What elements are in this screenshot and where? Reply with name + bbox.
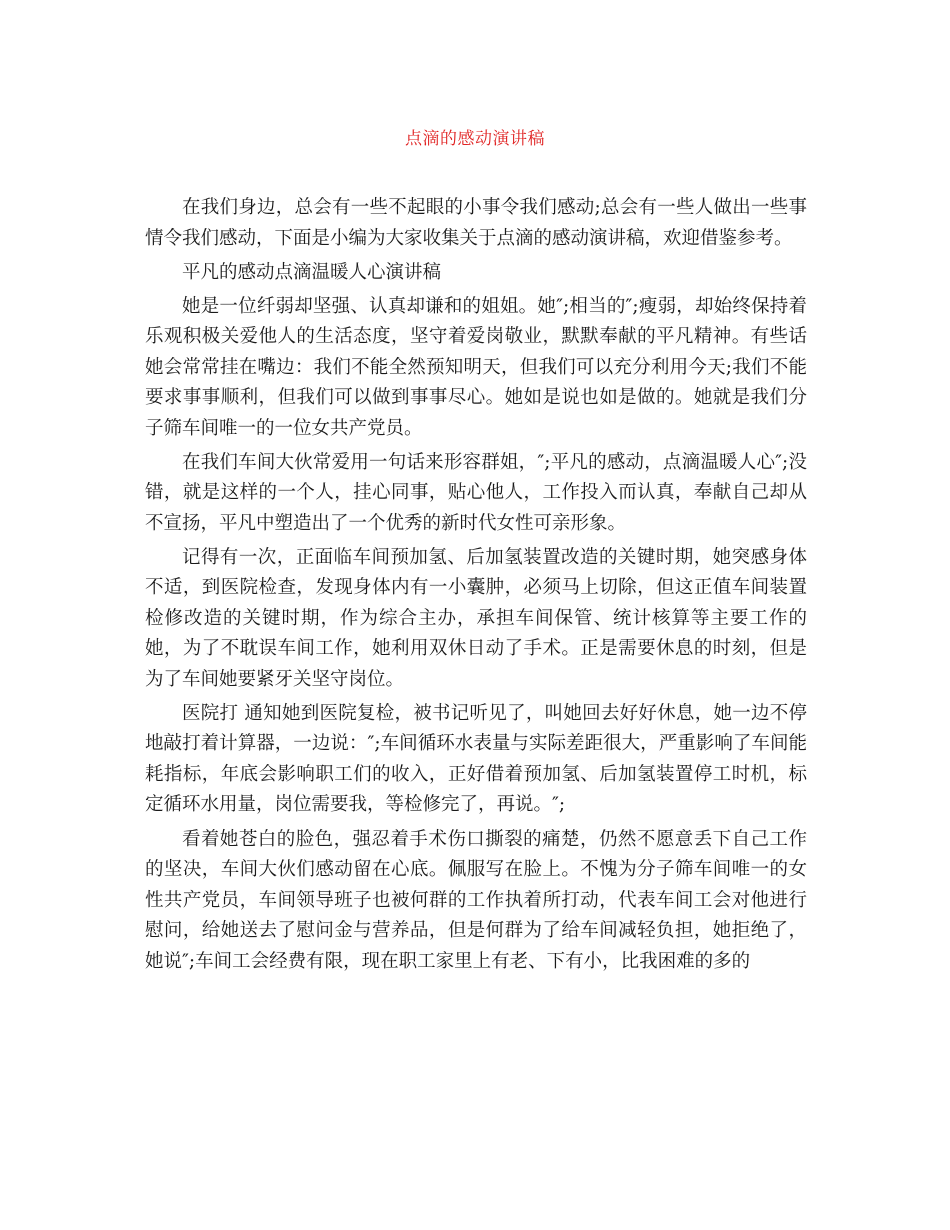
- document-title: 点滴的感动演讲稿: [405, 129, 545, 149]
- paragraph: 她是一位纤弱却坚强、认真却谦和的姐姐。她″;相当的″;瘦弱，却始终保持着乐观积极关爱他人的生活态度，坚守着爱岗敬业，默默奉献的平凡精神。有些话她会常常挂在嘴边：我们不能全然预知明天，但我们可以充分利用今天;我们不能要求事事顺利，但我们可以做到事事尽心。她如是说也如是做的。她就是我们分子筛车间唯一的一位女共产党员。: [145, 295, 807, 439]
- paragraph: 看着她苍白的脸色，强忍着手术伤口撕裂的痛楚，仍然不愿意丢下自己工作的坚决，车间大伙们感动留在心底。佩服写在脸上。不愧为分子筛车间唯一的女性共产党员，车间领导班子也被何群的工作执着所打动，代表车间工会对他进行慰问，给她送去了慰问金与营养品，但是何群为了给车间减轻负担，她拒绝了，她说″;车间工会经费有限，现在职工家里上有老、下有小，比我困难的多的: [145, 828, 807, 972]
- paragraph: 在我们车间大伙常爱用一句话来形容群姐，″;平凡的感动，点滴温暖人心″;没错，就是这样的一个人，挂心同事，贴心他人，工作投入而认真，奉献自己却从不宣扬，平凡中塑造出了一个优秀的新时代女性可亲形象。: [145, 451, 807, 534]
- paragraph: 医院打 通知她到医院复检，被书记听见了，叫她回去好好休息，她一边不停地敲打着计算器，一边说：″;车间循环水表量与实际差距很大，严重影响了车间能耗指标，年底会影响职工们的收入，正好借着预加氢、后加氢装置停工时机，标定循环水用量，岗位需要我，等检修完了，再说。″;: [145, 702, 807, 816]
- document-body: [145, 193, 807, 981]
- paragraph: 记得有一次，正面临车间预加氢、后加氢装置改造的关键时期，她突感身体不适，到医院检查，发现身体内有一小囊肿，必须马上切除，但这正值车间装置检修改造的关键时期，作为综合主办，承担车间保管、统计核算等主要工作的她，为了不耽误车间工作，她利用双休日动了手术。正是需要休息的时刻，但是为了车间她要紧牙关坚守岗位。: [145, 546, 807, 690]
- paragraph-intro: 在我们身边，总会有一些不起眼的小事令我们感动;总会有一些人做出一些事情令我们感动，下面是小编为大家收集关于点滴的感动演讲稿，欢迎借鉴参考。: [145, 197, 807, 249]
- paragraph-subtitle: 平凡的感动点滴温暖人心演讲稿: [182, 261, 442, 283]
